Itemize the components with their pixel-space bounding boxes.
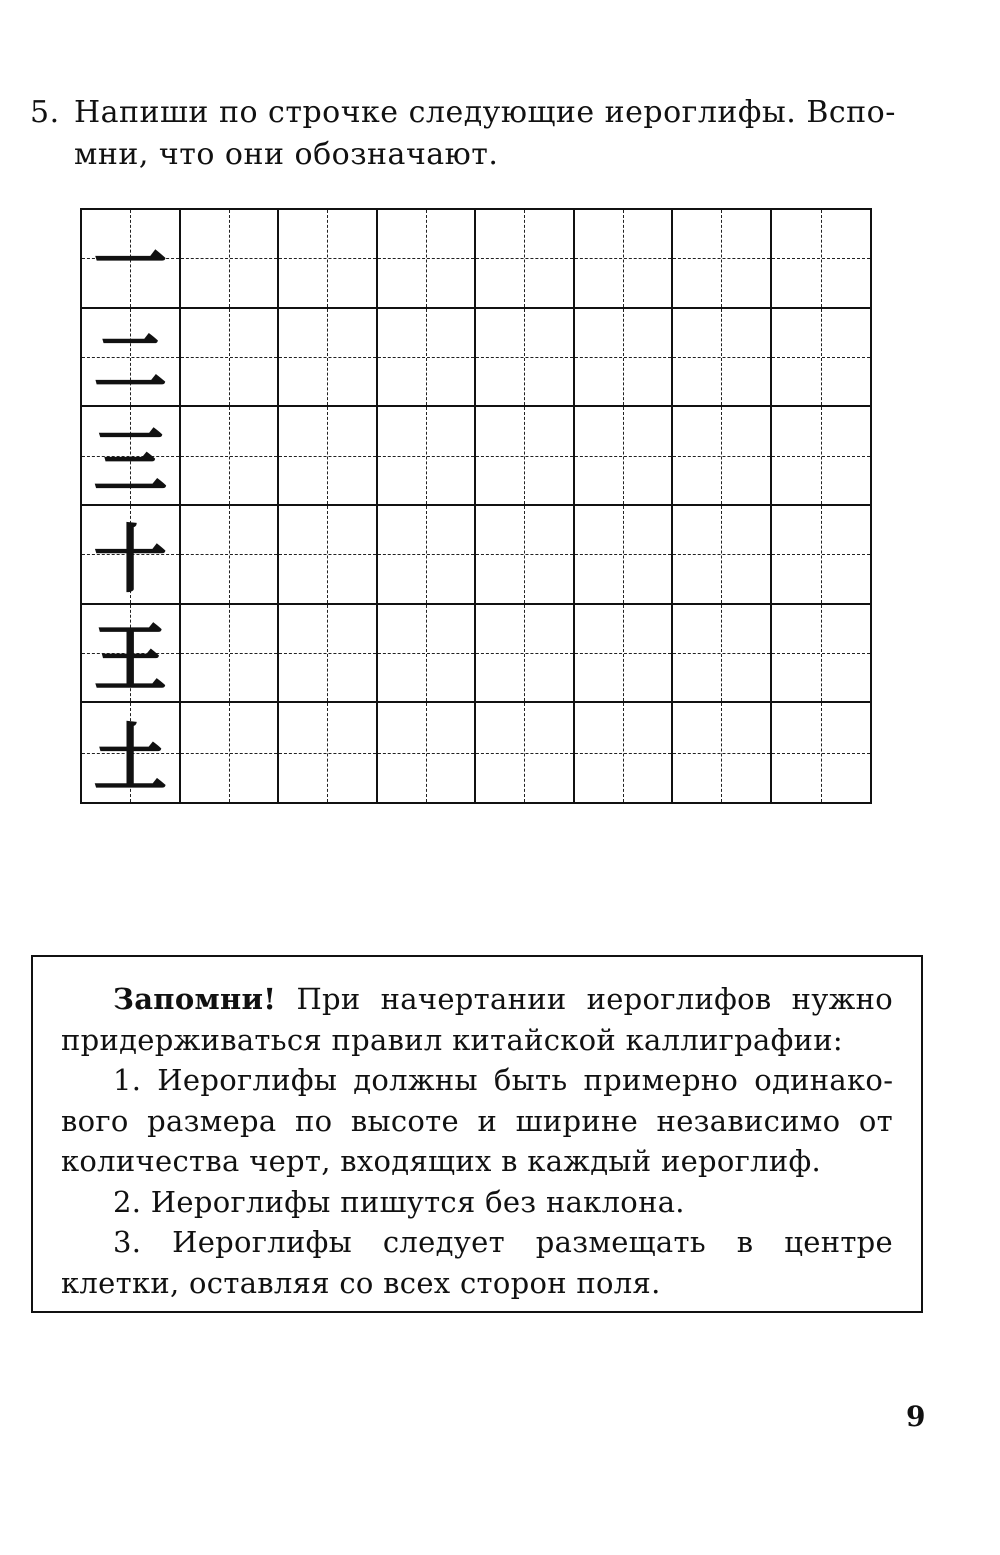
page-number: 9 bbox=[906, 1400, 926, 1433]
exercise-text-line1: Напиши по строчке следующие иероглифы. Вспо- bbox=[74, 95, 896, 130]
rule-item: 1. Иероглифы должны быть примерно одинакового размера по высоте и ширине независимо от количества черт, входящих в каждый иероглиф. bbox=[61, 1063, 893, 1178]
practice-cell[interactable] bbox=[772, 407, 871, 506]
exercise-instruction bbox=[30, 92, 930, 176]
model-character: 土 bbox=[93, 715, 168, 802]
practice-cell[interactable] bbox=[575, 605, 674, 704]
model-character-cell bbox=[82, 210, 181, 309]
practice-cell[interactable] bbox=[181, 605, 280, 704]
practice-cell[interactable] bbox=[476, 210, 575, 309]
remember-intro: При начертании иероглифов нужно придерживаться правил китайской каллиграфии: bbox=[61, 982, 893, 1057]
rule-item: 2. Иероглифы пишутся без наклона. bbox=[113, 1184, 685, 1219]
practice-cell[interactable] bbox=[575, 309, 674, 408]
practice-cell[interactable] bbox=[378, 407, 477, 506]
practice-cell[interactable] bbox=[673, 605, 772, 704]
practice-grid bbox=[80, 208, 872, 804]
practice-cell[interactable] bbox=[279, 309, 378, 408]
exercise-text-line2: мни, что они обозначают. bbox=[74, 137, 499, 172]
model-character: 王 bbox=[93, 616, 168, 702]
remember-box bbox=[31, 955, 923, 1313]
remember-intro-paragraph bbox=[61, 979, 893, 1060]
practice-cell[interactable] bbox=[772, 309, 871, 408]
practice-cell[interactable] bbox=[181, 506, 280, 605]
practice-cell[interactable] bbox=[476, 309, 575, 408]
practice-cell[interactable] bbox=[476, 506, 575, 605]
practice-cell[interactable] bbox=[181, 703, 280, 802]
model-character-cell bbox=[82, 506, 181, 605]
practice-cell[interactable] bbox=[279, 605, 378, 704]
practice-cell[interactable] bbox=[181, 407, 280, 506]
practice-cell[interactable] bbox=[673, 506, 772, 605]
model-character-cell bbox=[82, 309, 181, 408]
practice-cell[interactable] bbox=[575, 407, 674, 506]
practice-cell[interactable] bbox=[279, 703, 378, 802]
practice-cell[interactable] bbox=[378, 703, 477, 802]
practice-cell[interactable] bbox=[378, 309, 477, 408]
practice-cell[interactable] bbox=[181, 210, 280, 309]
practice-cell[interactable] bbox=[378, 605, 477, 704]
practice-cell[interactable] bbox=[575, 210, 674, 309]
practice-cell[interactable] bbox=[575, 703, 674, 802]
remember-heading: Запомни! bbox=[113, 982, 277, 1016]
practice-cell[interactable] bbox=[673, 407, 772, 506]
model-character-cell bbox=[82, 703, 181, 802]
model-character-cell bbox=[82, 407, 181, 506]
model-character: 十 bbox=[93, 517, 168, 604]
practice-cell[interactable] bbox=[673, 309, 772, 408]
rule-item: 3. Иероглифы следует размещать в центре клетки, оставляя со всех сторон поля. bbox=[61, 1225, 893, 1300]
practice-cell[interactable] bbox=[673, 210, 772, 309]
model-character: 三 bbox=[93, 418, 168, 505]
model-character-cell bbox=[82, 605, 181, 704]
practice-cell[interactable] bbox=[181, 309, 280, 408]
practice-cell[interactable] bbox=[378, 210, 477, 309]
exercise-number: 5. bbox=[30, 95, 60, 130]
practice-cell[interactable] bbox=[772, 506, 871, 605]
practice-cell[interactable] bbox=[279, 407, 378, 506]
practice-cell[interactable] bbox=[772, 605, 871, 704]
practice-cell[interactable] bbox=[673, 703, 772, 802]
practice-cell[interactable] bbox=[476, 605, 575, 704]
practice-cell[interactable] bbox=[575, 506, 674, 605]
model-character: 一 bbox=[93, 221, 168, 308]
model-character: 二 bbox=[93, 320, 168, 406]
practice-cell[interactable] bbox=[476, 407, 575, 506]
practice-cell[interactable] bbox=[279, 506, 378, 605]
practice-cell[interactable] bbox=[279, 210, 378, 309]
practice-cell[interactable] bbox=[476, 703, 575, 802]
practice-cell[interactable] bbox=[772, 703, 871, 802]
practice-cell[interactable] bbox=[772, 210, 871, 309]
practice-cell[interactable] bbox=[378, 506, 477, 605]
